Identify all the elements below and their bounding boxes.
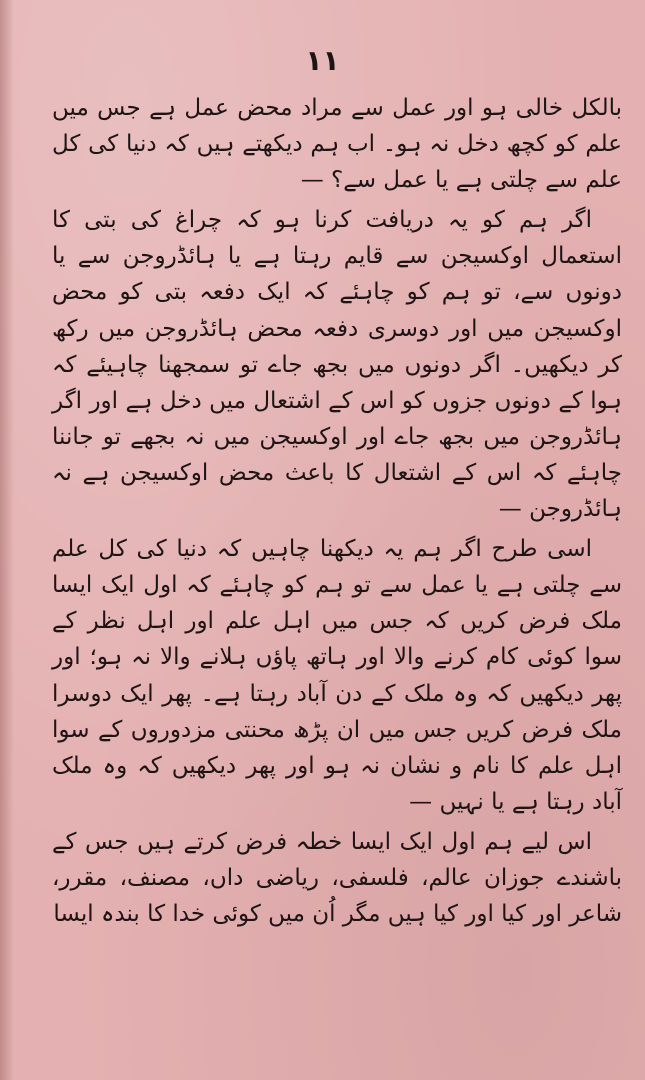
- page-binding-shadow: [0, 0, 14, 1080]
- paragraph-2: اگر ہم کو یہ دریافت کرنا ہو کہ چراغ کی بتی کا استعمال اوکسیجن سے قایم رہتا ہے یا ہائڈروجن سے یا دونوں سے، تو ہم کو چاہئے کہ ایک دفعہ بتی کو محض اوکسیجن میں اور دوسری دفعہ محض ہائڈروجن میں رکھ کر دیکھیں۔ اگر دونوں میں بجھ جاے تو سمجھنا چاہیئے کہ ہوا کے دونوں جزوں کو اس کے اشتعال میں دخل ہے اور اگر ہائڈروجن میں بجھ جاے اور اوکسیجن میں نہ بجھے تو جاننا چاہئے کہ اس کے اشتعال کا باعث محض اوکسیجن ہے نہ ہائڈروجن —: [52, 207, 622, 523]
- paragraph-1: بالکل خالی ہو اور عمل سے مراد محض عمل ہے جس میں علم کو کچھ دخل نہ ہو۔ اب ہم دیکھتے ہیں کہ دنیا کی کل علم سے چلتی ہے یا عمل سے؟ —: [52, 95, 622, 194]
- paragraph-4: اس لیے ہم اول ایک ایسا خطہ فرض کرتے ہیں جس کے باشندے جوزان عالم، فلسفی، ریاضی داں، مصنف، مقرر، شاعر اور کیا اور کیا ہیں مگر اُن میں کوئی خدا کا بندہ ایسا: [52, 828, 622, 928]
- page-number: ۱۱: [305, 44, 340, 77]
- urdu-text-block: [52, 90, 622, 932]
- paragraph-3: اسی طرح اگر ہم یہ دیکھنا چاہیں کہ دنیا کی کل علم سے چلتی ہے یا عمل سے تو ہم کو چاہئے کہ اول ایک ایسا ملک فرض کریں کہ جس میں اہل علم اور اہل نظر کے سوا کوئی کام کرنے والا اور ہاتھ پاؤں ہلانے والا نہ ہو؛ اور پھر دیکھیں کہ وہ ملک کے دن آباد رہتا ہے۔ پھر ایک دوسرا ملک فرض کریں جس میں ان پڑھ محنتی مزدوروں کے سوا اہل علم کا نام و نشان نہ ہو اور پھر دیکھیں کہ وہ ملک آباد رہتا ہے یا نہیں —: [52, 536, 622, 815]
